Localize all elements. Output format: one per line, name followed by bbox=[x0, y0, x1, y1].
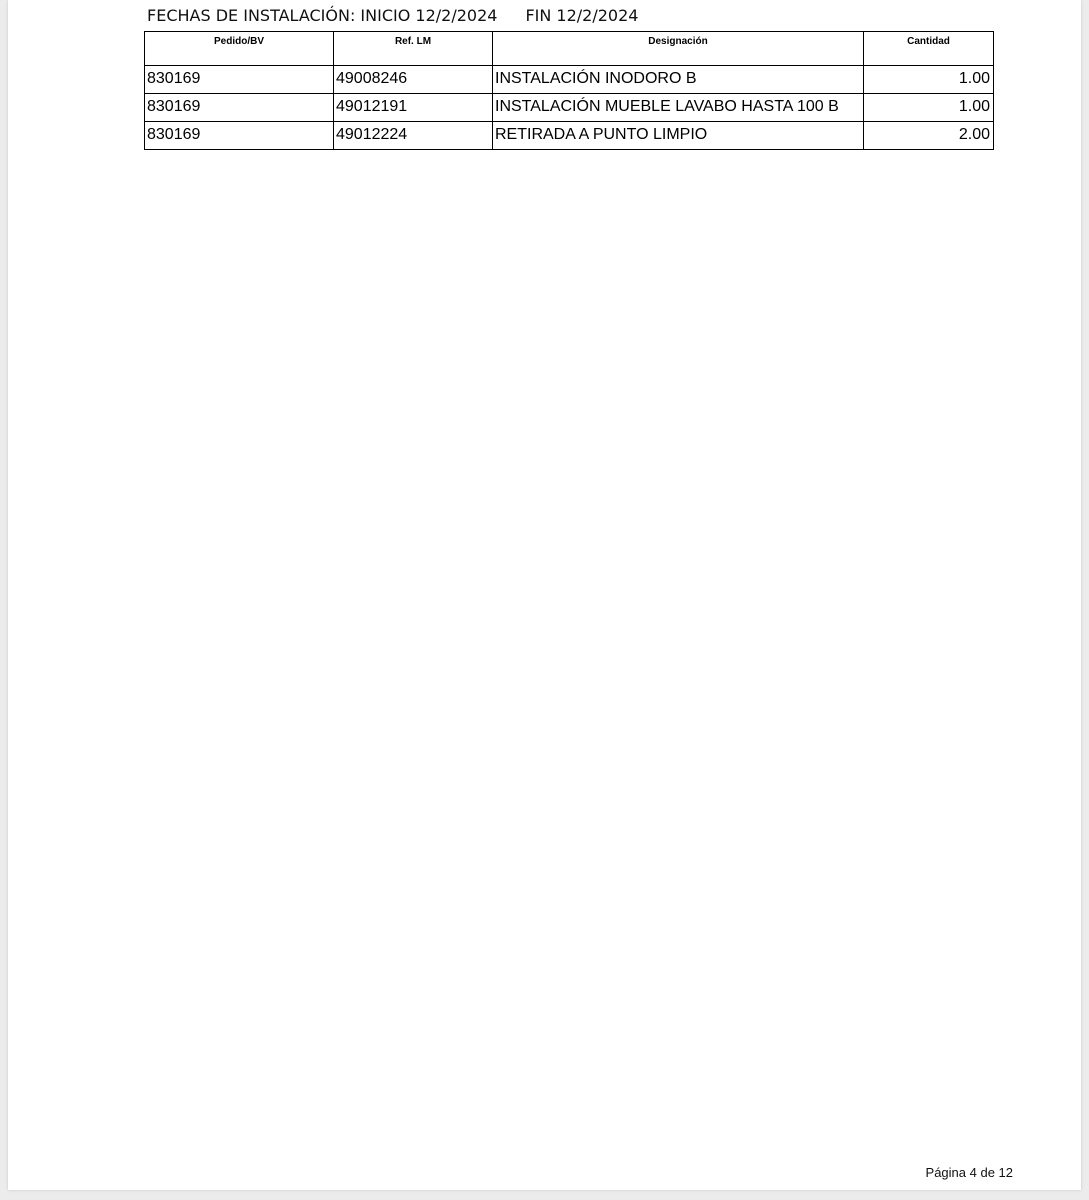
cell-cantidad: 2.00 bbox=[864, 122, 994, 150]
table-header-row bbox=[145, 32, 994, 66]
cell-designacion: INSTALACIÓN MUEBLE LAVABO HASTA 100 B bbox=[493, 94, 864, 122]
start-date-label: FECHAS DE INSTALACIÓN: INICIO 12/2/2024 bbox=[147, 6, 498, 25]
table-row bbox=[145, 66, 994, 94]
column-header-designacion: Designación bbox=[493, 32, 864, 66]
cell-cantidad: 1.00 bbox=[864, 94, 994, 122]
cell-ref: 49012224 bbox=[334, 122, 493, 150]
cell-ref: 49008246 bbox=[334, 66, 493, 94]
cell-designacion: RETIRADA A PUNTO LIMPIO bbox=[493, 122, 864, 150]
cell-designacion: INSTALACIÓN INODORO B bbox=[493, 66, 864, 94]
page-number: Página 4 de 12 bbox=[925, 1165, 1013, 1180]
cell-pedido: 830169 bbox=[145, 122, 334, 150]
cell-pedido: 830169 bbox=[145, 94, 334, 122]
cell-ref: 49012191 bbox=[334, 94, 493, 122]
column-header-ref: Ref. LM bbox=[334, 32, 493, 66]
cell-cantidad: 1.00 bbox=[864, 66, 994, 94]
installation-dates bbox=[147, 6, 638, 25]
column-header-cantidad: Cantidad bbox=[864, 32, 994, 66]
table-row bbox=[145, 94, 994, 122]
end-date-label: FIN 12/2/2024 bbox=[525, 6, 639, 25]
column-header-pedido: Pedido/BV bbox=[145, 32, 334, 66]
cell-pedido: 830169 bbox=[145, 66, 334, 94]
items-table bbox=[144, 31, 994, 150]
table-row bbox=[145, 122, 994, 150]
document-page bbox=[8, 0, 1081, 1190]
